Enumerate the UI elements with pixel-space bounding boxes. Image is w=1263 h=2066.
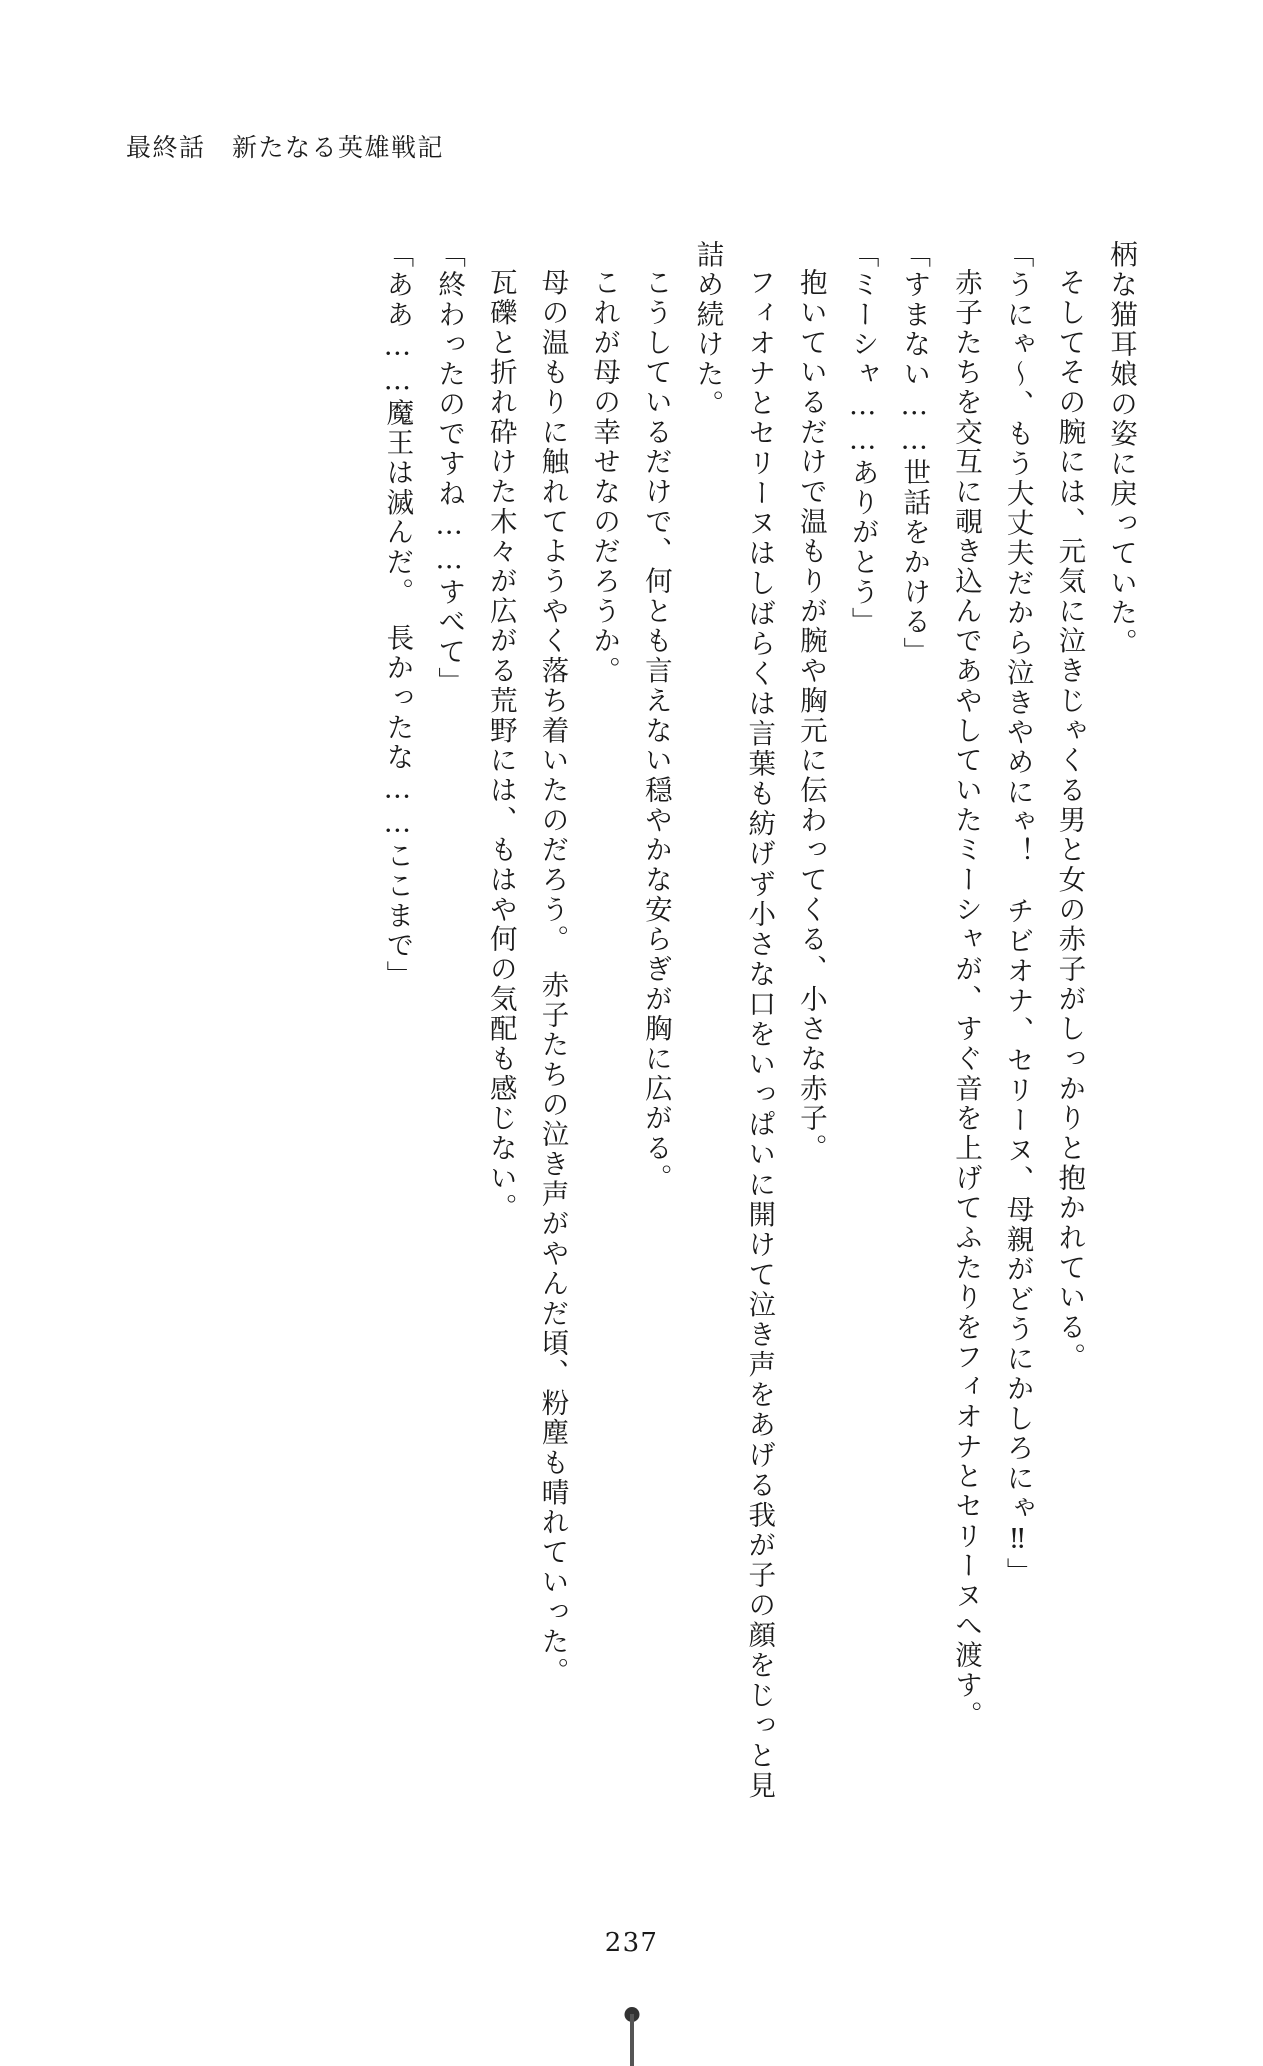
paragraph: 「終わったのですね……すべて」 — [433, 240, 466, 697]
paragraph: フィオナとセリーヌはしばらくは言葉も紡げず小さな口をいっぱいに開けて泣き声をあげる我が子の顔をじっと見詰め続けた。 — [691, 240, 776, 1800]
paragraph: 「うにゃ～、もう大丈夫だから泣きやめにゃ！ チビオナ、セリーヌ、母親がどうにかしろにゃ‼」 — [1001, 240, 1034, 1588]
paragraph: 赤子たちを交互に覗き込んであやしていたミーシャが、すぐ音を上げてふたりをフィオナとセリーヌへ渡す。 — [949, 267, 982, 1730]
paragraph: 母の温もりに触れてようやく落ち着いたのだろう。 赤子たちの泣き声がやんだ頃、粉塵も晴れていった。 — [536, 267, 569, 1686]
paragraph: 抱いているだけで温もりが腕や胸元に伝わってくる、小さな赤子。 — [794, 267, 827, 1163]
body-text-vertical — [126, 240, 1146, 1800]
paragraph: そしてその腕には、元気に泣きじゃくる男と女の赤子がしっかりと抱かれている。 — [1053, 267, 1086, 1372]
binding-rule — [630, 2014, 634, 2066]
paragraph: これが母の幸せなのだろうか。 — [588, 267, 621, 686]
page-number: 237 — [604, 1928, 659, 1958]
paragraph: 柄な猫耳娘の姿に戻っていた。 — [1105, 240, 1137, 658]
paragraph: 「すまない……世話をかける」 — [898, 240, 931, 667]
paragraph: 「ミーシャ……ありがとう」 — [846, 240, 879, 637]
running-head-chapter-title: 最終話 新たなる英雄戦記 — [126, 133, 445, 162]
paragraph: こうしているだけで、何とも言えない穏やかな安らぎが胸に広がる。 — [639, 267, 672, 1193]
paragraph: 「ああ……魔王は滅んだ。 長かったな……ここまで」 — [381, 240, 414, 991]
paragraph: 瓦礫と折れ砕けた木々が広がる荒野には、もはや何の気配も感じない。 — [484, 267, 517, 1223]
